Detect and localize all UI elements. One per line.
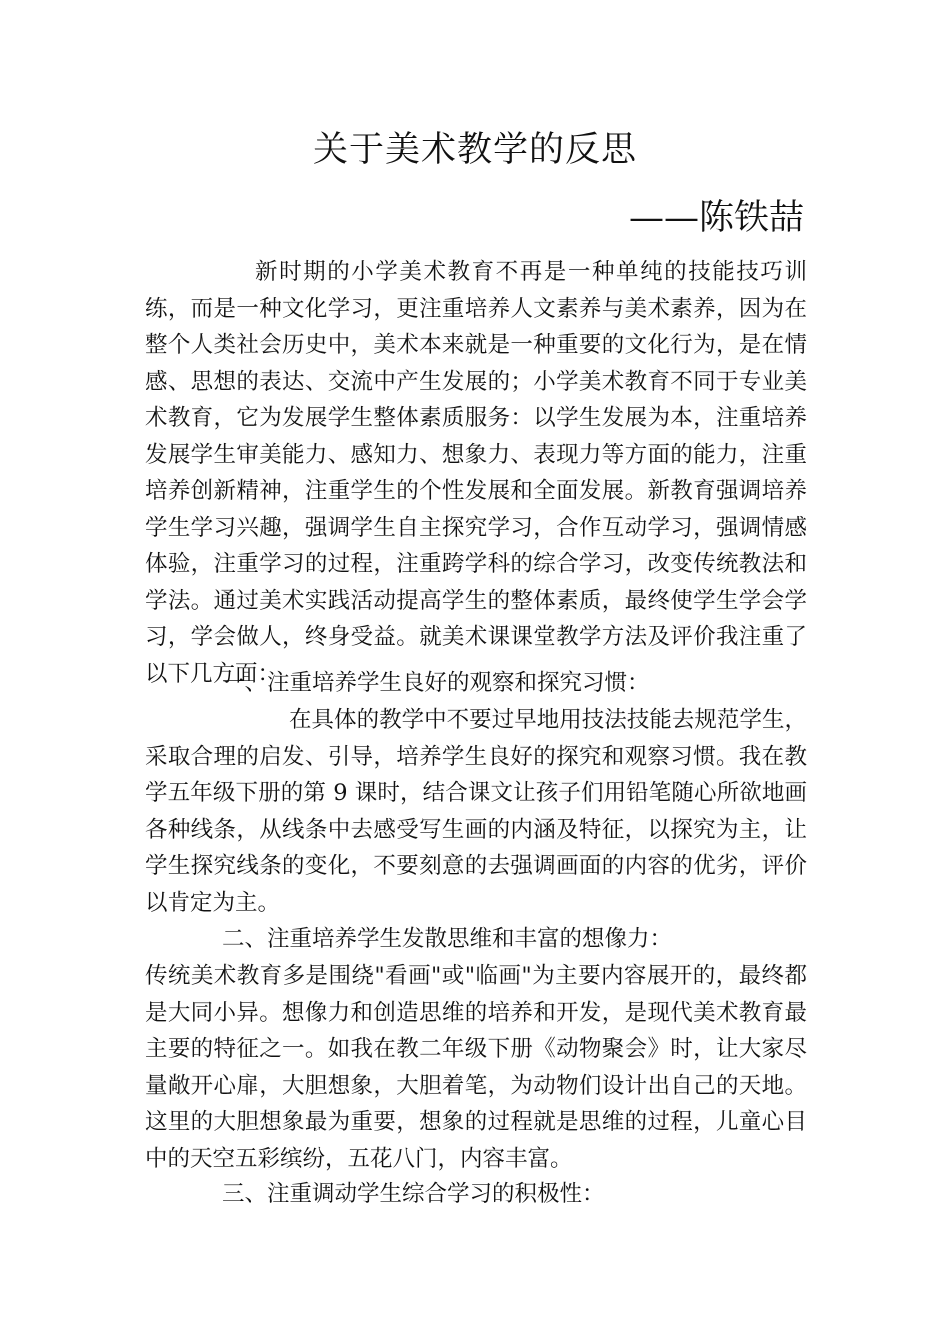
document-title: 关于美术教学的反思 bbox=[312, 130, 637, 170]
section-paragraph-2: 传统美术教育多是围绕"看画"或"临画"为主要内容展开的，最终都是大同小异。想像力和创造思维的培养和开发，是现代美术教育最主要的特征之一。如我在教二年级下册《动物聚会》时，让大家尽量敞开心扉，大胆想象，大胆着笔，为动物们设计出自己的天地。这里的大胆想象最为重要，想象的过程就是思维的过程，儿童心目中的天空五彩缤纷，五花八门，内容丰富。 bbox=[145, 963, 807, 1172]
document-author: ——陈铁喆 bbox=[628, 198, 804, 238]
section-heading-2: 二、注重培养学生发散思维和丰富的想像力： bbox=[222, 926, 673, 952]
section-heading-1: 一、注重培养学生良好的观察和探究习惯： bbox=[222, 670, 650, 696]
intro-paragraph: 新时期的小学美术教育不再是一种单纯的技能技巧训练，而是一种文化学习，更注重培养人文素养与美术素养，因为在整个人类社会历史中，美术本来就是一种重要的文化行为，是在情感、思想的表达、交流中产生发展的；小学美术教育不同于专业美术教育，它为发展学生整体素质服务：以学生发展为本，注重培养发展学生审美能力、感知力、想象力、表现力等方面的能力，注重培养创新精神，注重学生的个性发展和全面发展。新教育强调培养学生学习兴趣，强调学生自主探究学习，合作互动学习，强调情感体验，注重学习的过程，注重跨学科的综合学习，改变传统教法和学法。通过美术实践活动提高学生的整体素质，最终使学生学会学习，学会做人，终身受益。就美术课课堂教学方法及评价我注重了以下几方面： bbox=[145, 259, 807, 687]
section-heading-3: 三、注重调动学生综合学习的积极性： bbox=[222, 1181, 605, 1207]
section-paragraph-1: 在具体的教学中不要过早地用技法技能去规范学生，采取合理的启发、引导，培养学生良好的探究和观察习惯。我在教学五年级下册的第 9 课时，结合课文让孩子们用铅笔随心所欲地画各种线条，从线条中去感受写生画的内涵及特征，以探究为主，让学生探究线条的变化，不要刻意的去强调画面的内容的优劣，评价以肯定为主。 bbox=[145, 707, 807, 916]
